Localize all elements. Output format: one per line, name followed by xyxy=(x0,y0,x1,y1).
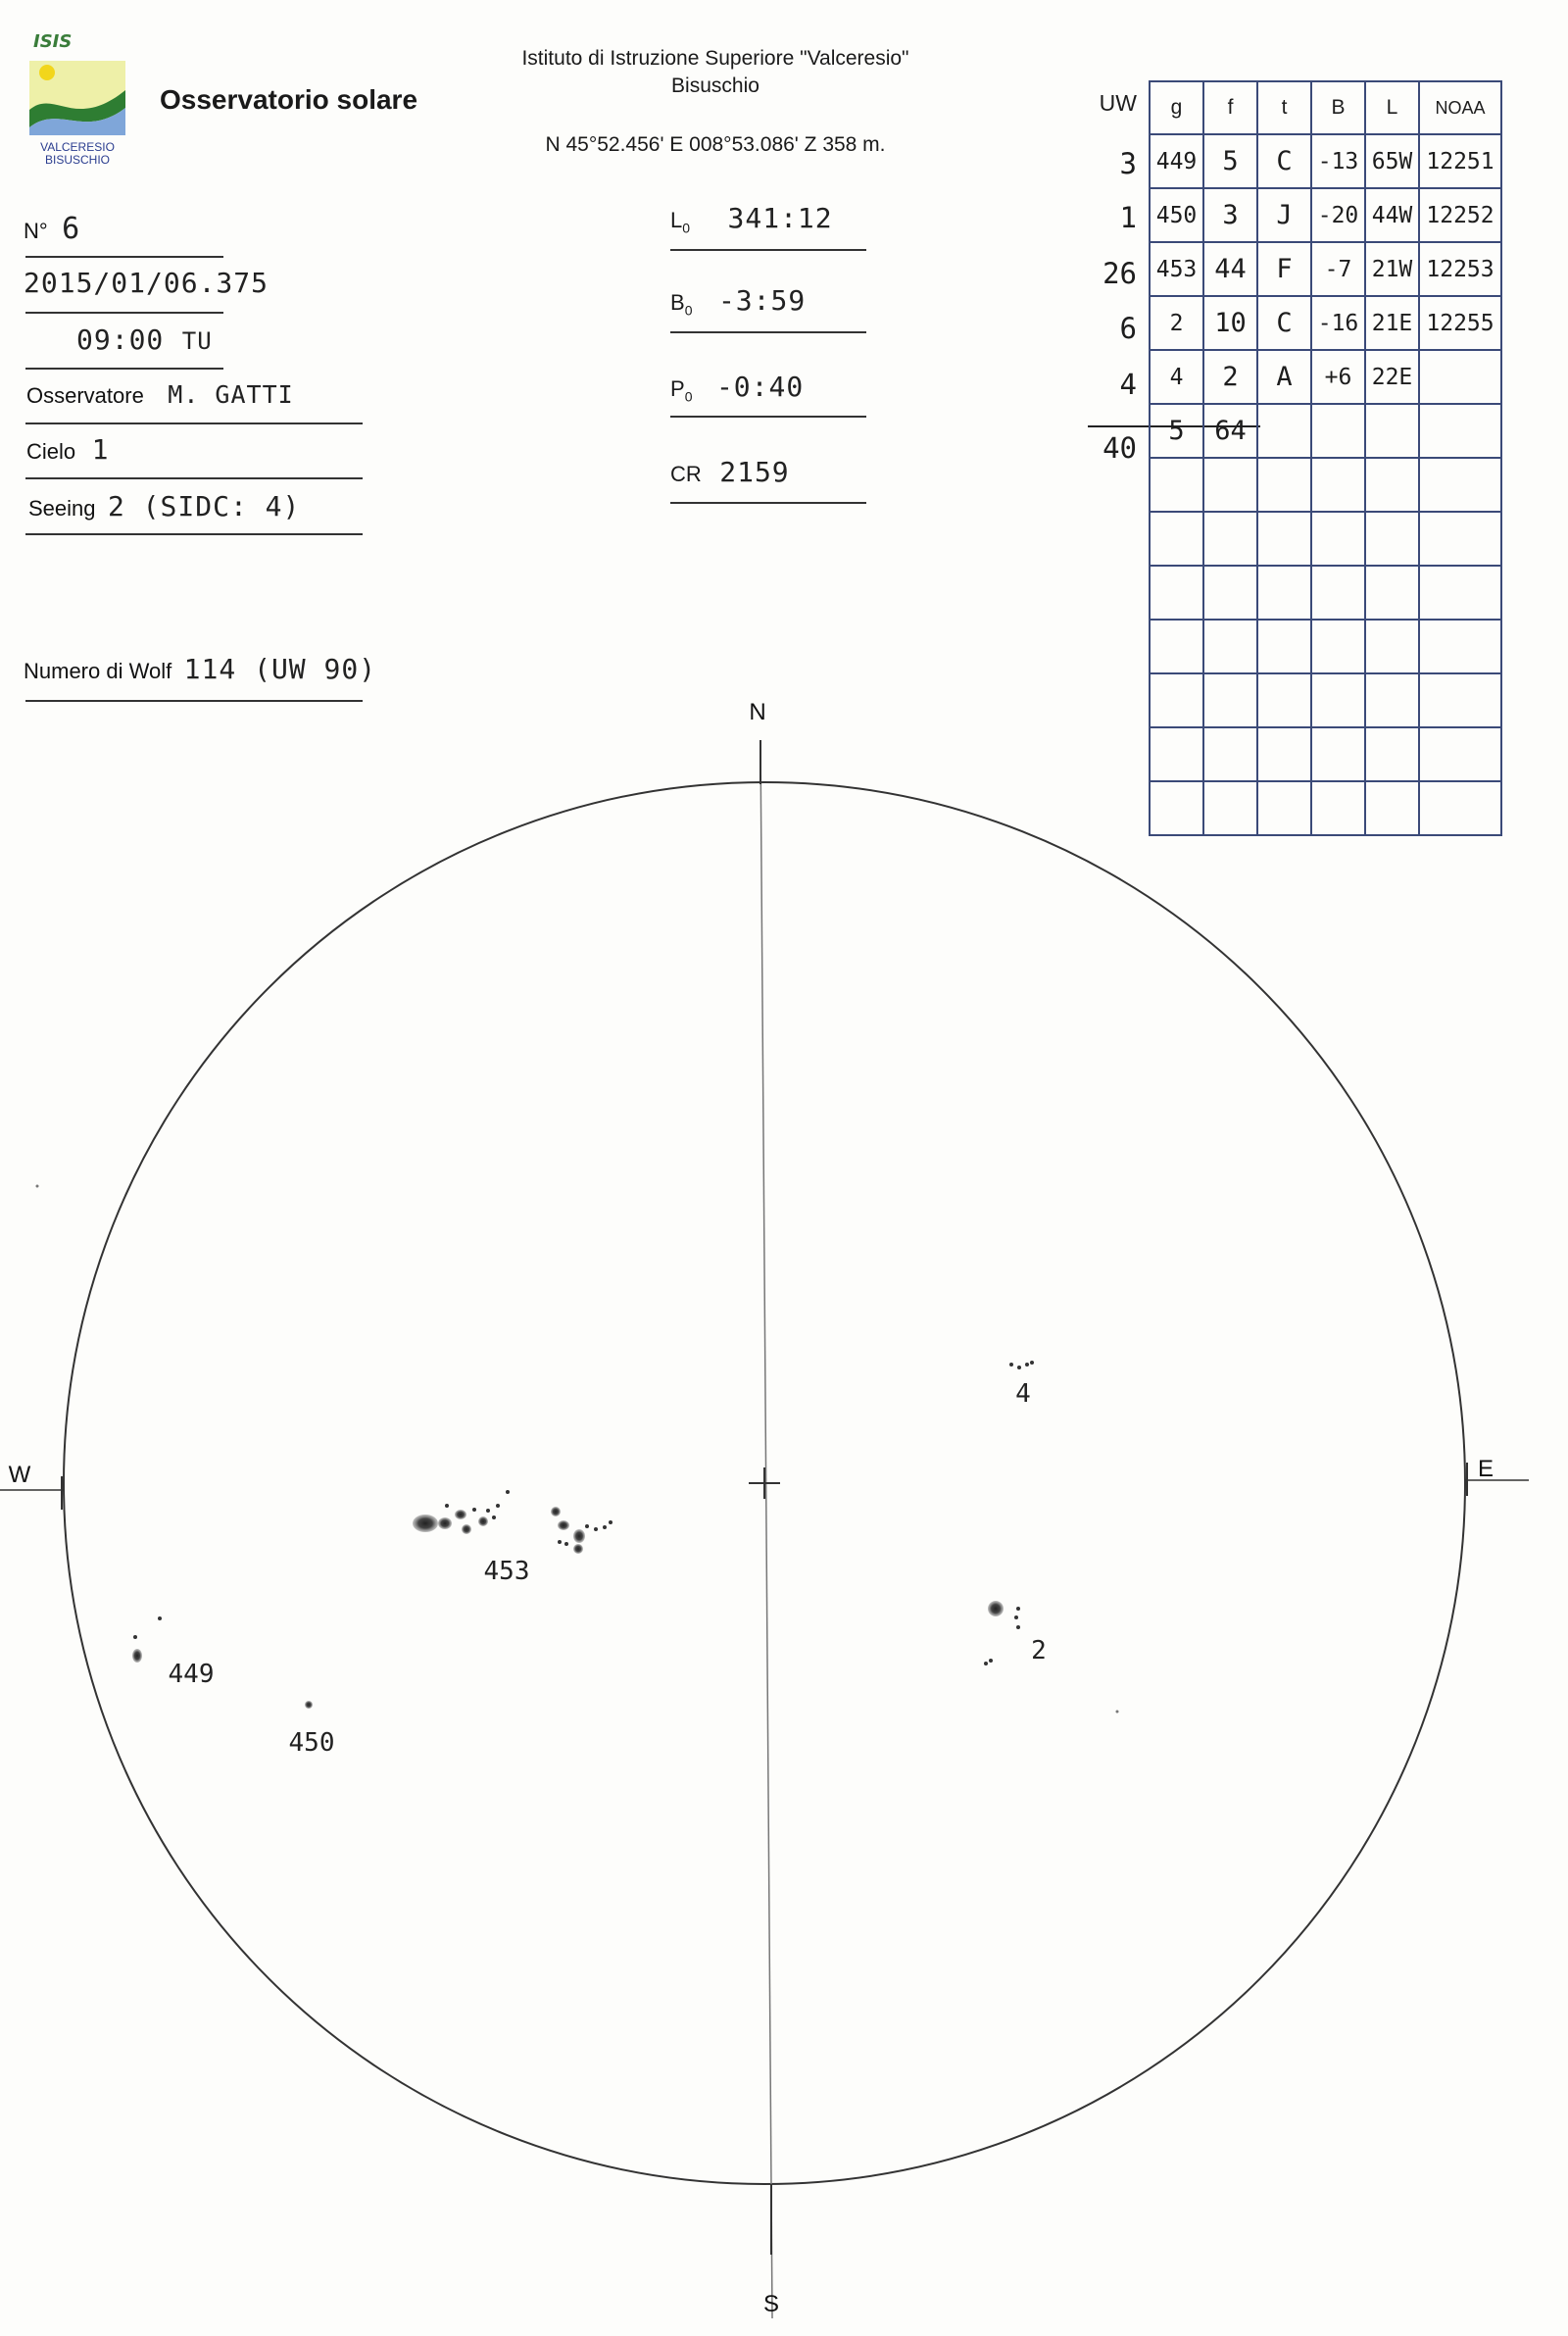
sunspot-group-449 xyxy=(132,1616,162,1663)
south-label: S xyxy=(762,2291,780,2317)
uw-total: 40 xyxy=(1102,431,1137,465)
group-label-449: 449 xyxy=(168,1660,215,1689)
cell-f: 2 xyxy=(1203,350,1257,404)
cell-b: -13 xyxy=(1311,134,1365,188)
header-l: L xyxy=(1365,81,1419,134)
uw-row-4: 6 xyxy=(1119,312,1137,345)
logo-caption-1: VALCERESIO xyxy=(40,140,115,154)
uw-row-2: 1 xyxy=(1119,201,1137,234)
cell-t: A xyxy=(1257,350,1311,404)
sunspot-group-2 xyxy=(984,1601,1020,1665)
sunspot-group-453 xyxy=(413,1490,612,1554)
uw-row-5: 4 xyxy=(1119,368,1137,401)
cell-f: 10 xyxy=(1203,296,1257,350)
sunspot-group-4 xyxy=(1009,1361,1034,1369)
cr-value: 2159 xyxy=(719,456,790,488)
total-f: 64 xyxy=(1203,404,1257,458)
cell-noaa: 12252 xyxy=(1419,188,1501,242)
cr-label: CR xyxy=(670,462,702,486)
time-value: 09:00 xyxy=(76,323,165,356)
paper-speck xyxy=(1116,1711,1119,1714)
wolf-label: Numero di Wolf xyxy=(24,659,172,683)
logo-caption-2: BISUSCHIO xyxy=(44,153,111,167)
l0-label: $L_0$ xyxy=(670,208,691,236)
date-value: 2015/01/06.375 xyxy=(24,267,270,299)
header-noaa: NOAA xyxy=(1419,81,1501,134)
time-unit: TU xyxy=(181,327,213,355)
observer-value: M. GATTI xyxy=(168,380,294,409)
paper-speck xyxy=(36,1185,39,1188)
cell-f: 44 xyxy=(1203,242,1257,296)
cell-l: 65W xyxy=(1365,134,1419,188)
institute-name: Istituto di Istruzione Superiore "Valceresio" xyxy=(521,47,909,70)
cell-b: +6 xyxy=(1311,350,1365,404)
cell-l: 44W xyxy=(1365,188,1419,242)
group-label-453: 453 xyxy=(483,1557,530,1586)
uw-row-1: 3 xyxy=(1119,147,1137,180)
observer-label: Osservatore xyxy=(26,383,144,408)
seeing-value: 2 (SIDC: 4) xyxy=(107,490,301,522)
b0-label: $B_0$ xyxy=(670,290,693,319)
number-label: N° xyxy=(24,219,48,243)
observatory-title: Osservatorio solare xyxy=(160,84,418,115)
number-value: 6 xyxy=(62,212,81,246)
site-coordinates: N 45°52.456' E 008°53.086' Z 358 m. xyxy=(545,133,886,156)
p0-value: -0:40 xyxy=(715,371,805,403)
west-label: W xyxy=(8,1462,31,1488)
cell-g: 449 xyxy=(1150,134,1203,188)
cell-g: 453 xyxy=(1150,242,1203,296)
cell-g: 2 xyxy=(1150,296,1203,350)
uw-row-3: 26 xyxy=(1102,257,1137,290)
cell-noaa: 12253 xyxy=(1419,242,1501,296)
total-g: 5 xyxy=(1150,404,1203,458)
sunspot-group-450 xyxy=(305,1701,313,1709)
cell-b: -20 xyxy=(1311,188,1365,242)
cell-t: J xyxy=(1257,188,1311,242)
cell-f: 3 xyxy=(1203,188,1257,242)
header-t: t xyxy=(1257,81,1311,134)
cell-noaa: 12251 xyxy=(1419,134,1501,188)
cell-t: F xyxy=(1257,242,1311,296)
header-b: B xyxy=(1311,81,1365,134)
p0-label: $P_0$ xyxy=(670,376,693,405)
group-label-450: 450 xyxy=(288,1728,335,1758)
uw-header: UW xyxy=(1099,90,1137,116)
institute-town: Bisuschio xyxy=(671,75,760,97)
cell-t: C xyxy=(1257,134,1311,188)
north-label: N xyxy=(749,699,766,725)
cell-g: 4 xyxy=(1150,350,1203,404)
east-label: E xyxy=(1477,1456,1494,1482)
group-label-2: 2 xyxy=(1031,1636,1047,1665)
cell-b: -16 xyxy=(1311,296,1365,350)
b0-value: -3:59 xyxy=(717,284,807,317)
wolf-value: 114 (UW 90) xyxy=(183,653,377,685)
cell-g: 450 xyxy=(1150,188,1203,242)
north-south-axis xyxy=(760,740,772,2318)
cell-b: -7 xyxy=(1311,242,1365,296)
cell-l: 21E xyxy=(1365,296,1419,350)
cell-l: 22E xyxy=(1365,350,1419,404)
header-g: g xyxy=(1150,81,1203,134)
sky-label: Cielo xyxy=(26,439,76,464)
cell-noaa: 12255 xyxy=(1419,296,1501,350)
seeing-label: Seeing xyxy=(28,496,96,521)
sky-value: 1 xyxy=(91,433,110,466)
group-label-4: 4 xyxy=(1015,1379,1031,1409)
cell-f: 5 xyxy=(1203,134,1257,188)
header-f: f xyxy=(1203,81,1257,134)
cell-t: C xyxy=(1257,296,1311,350)
logo-text: ISIS xyxy=(33,31,73,52)
cell-l: 21W xyxy=(1365,242,1419,296)
l0-value: 341:12 xyxy=(727,202,833,234)
